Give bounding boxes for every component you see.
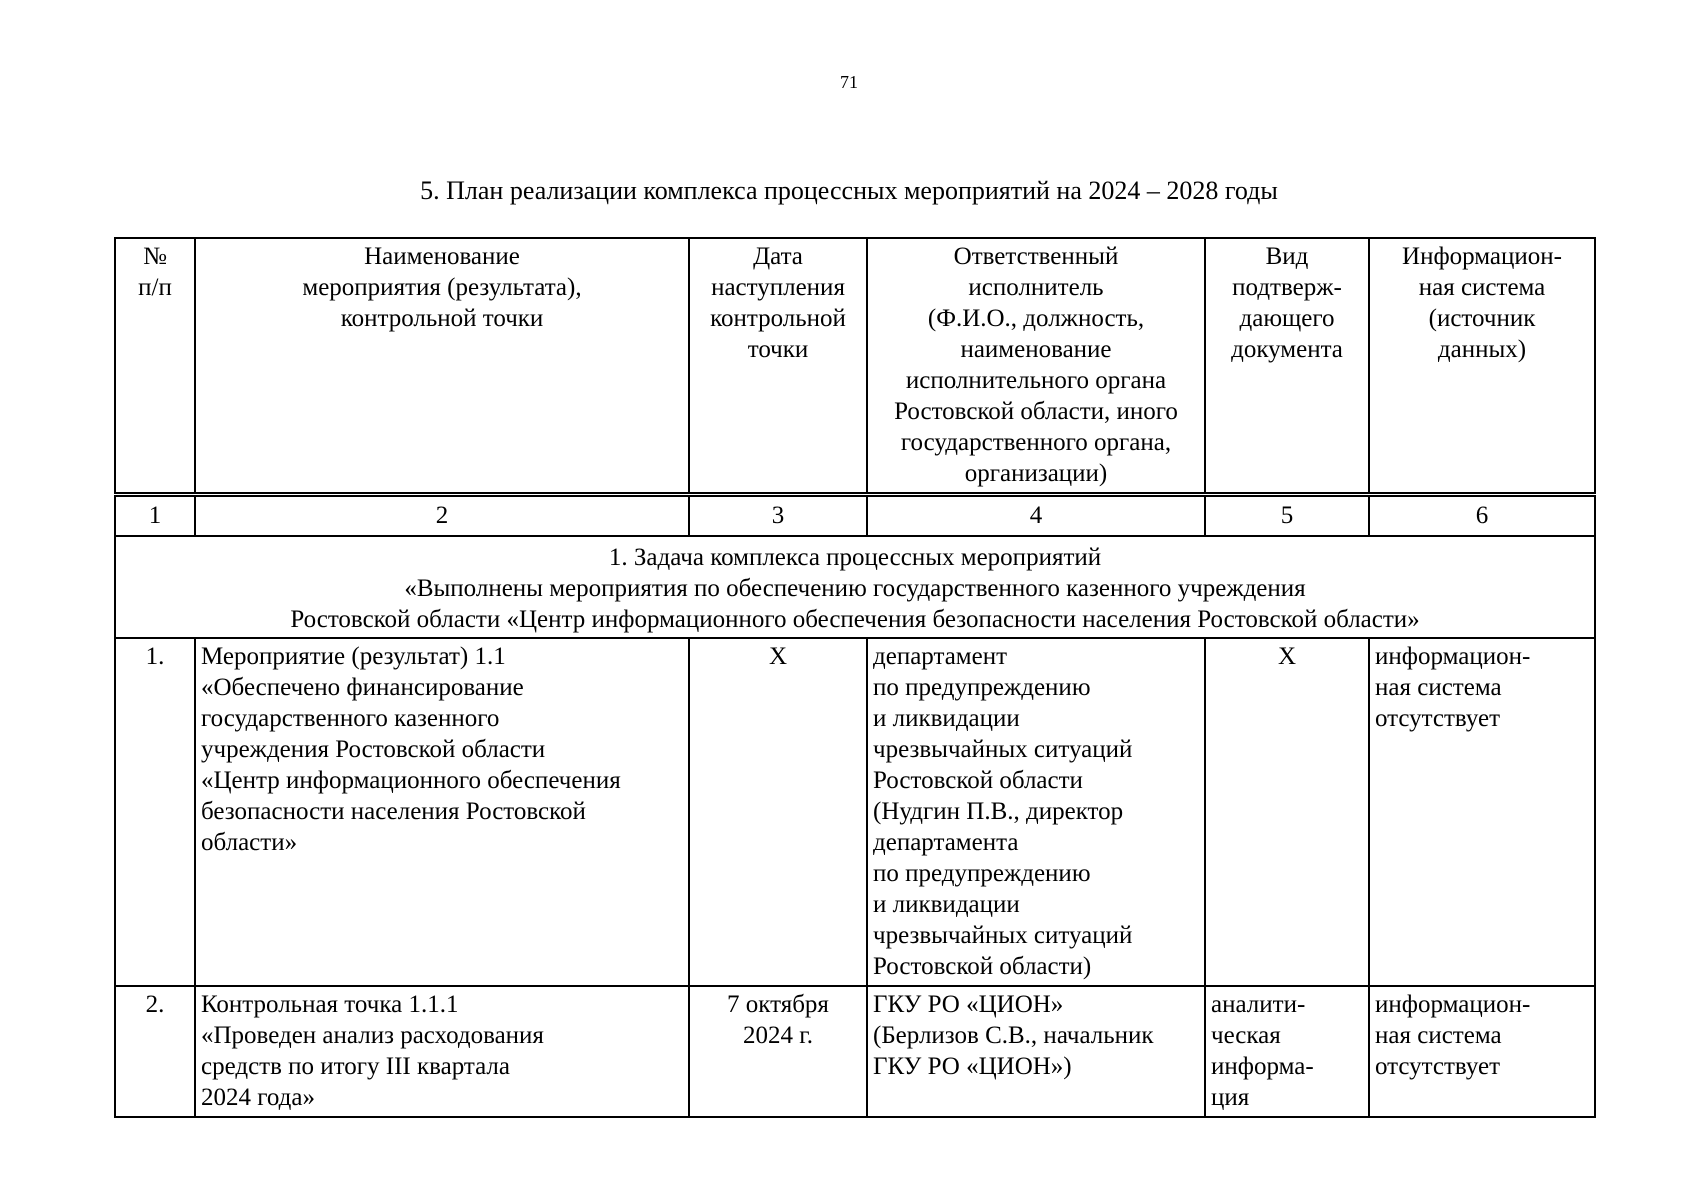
header-doc-type: Вид подтверж- дающего документа — [1205, 238, 1369, 495]
row-responsible: департамент по предупреждению и ликвидации чрезвычайных ситуаций Ростовской области (Нудгин П.В., директор департамента по предупреждению и ликвидации чрезвычайных ситуаций Ростовской области) — [867, 638, 1205, 986]
task-heading: 1. Задача комплекса процессных мероприятий «Выполнены мероприятия по обеспечению государственного казенного учреждения Ростовской области «Центр информационного обеспечения безопасности населения Ростовской области» — [115, 536, 1595, 638]
row-doc-type: Х — [1205, 638, 1369, 986]
column-number: 5 — [1205, 495, 1369, 537]
header-info-system: Информацион- ная система (источник данных) — [1369, 238, 1595, 495]
column-number: 4 — [867, 495, 1205, 537]
plan-table — [114, 237, 1596, 1118]
column-number: 1 — [115, 495, 195, 537]
row-number: 2. — [115, 986, 195, 1117]
row-name: Мероприятие (результат) 1.1 «Обеспечено финансирование государственного казенного учреждения Ростовской области «Центр информационного обеспечения безопасности населения Ростовской области» — [195, 638, 689, 986]
row-responsible: ГКУ РО «ЦИОН» (Берлизов С.В., начальник ГКУ РО «ЦИОН») — [867, 986, 1205, 1117]
column-number-row — [115, 495, 1595, 537]
page-number: 71 — [840, 72, 858, 92]
header-responsible: Ответственный исполнитель (Ф.И.О., должность, наименование исполнительного органа Ростовской области, иного государственного органа, организации) — [867, 238, 1205, 495]
header-date: Дата наступления контрольной точки — [689, 238, 867, 495]
task-row — [115, 536, 1595, 638]
table-row — [115, 986, 1595, 1117]
document-title: 5. План реализации комплекса процессных мероприятий на 2024 – 2028 годы — [420, 176, 1278, 205]
header-name: Наименование мероприятия (результата), контрольной точки — [195, 238, 689, 495]
column-number: 6 — [1369, 495, 1595, 537]
row-date: 7 октября 2024 г. — [689, 986, 867, 1117]
table-row — [115, 638, 1595, 986]
column-number: 2 — [195, 495, 689, 537]
row-name: Контрольная точка 1.1.1 «Проведен анализ расходования средств по итогу III квартала 2024 года» — [195, 986, 689, 1117]
column-number: 3 — [689, 495, 867, 537]
row-number: 1. — [115, 638, 195, 986]
header-number: № п/п — [115, 238, 195, 495]
table-header-row — [115, 238, 1595, 495]
row-doc-type: аналити- ческая информа- ция — [1205, 986, 1369, 1117]
row-info-system: информацион- ная система отсутствует — [1369, 638, 1595, 986]
row-info-system: информацион- ная система отсутствует — [1369, 986, 1595, 1117]
row-date: Х — [689, 638, 867, 986]
